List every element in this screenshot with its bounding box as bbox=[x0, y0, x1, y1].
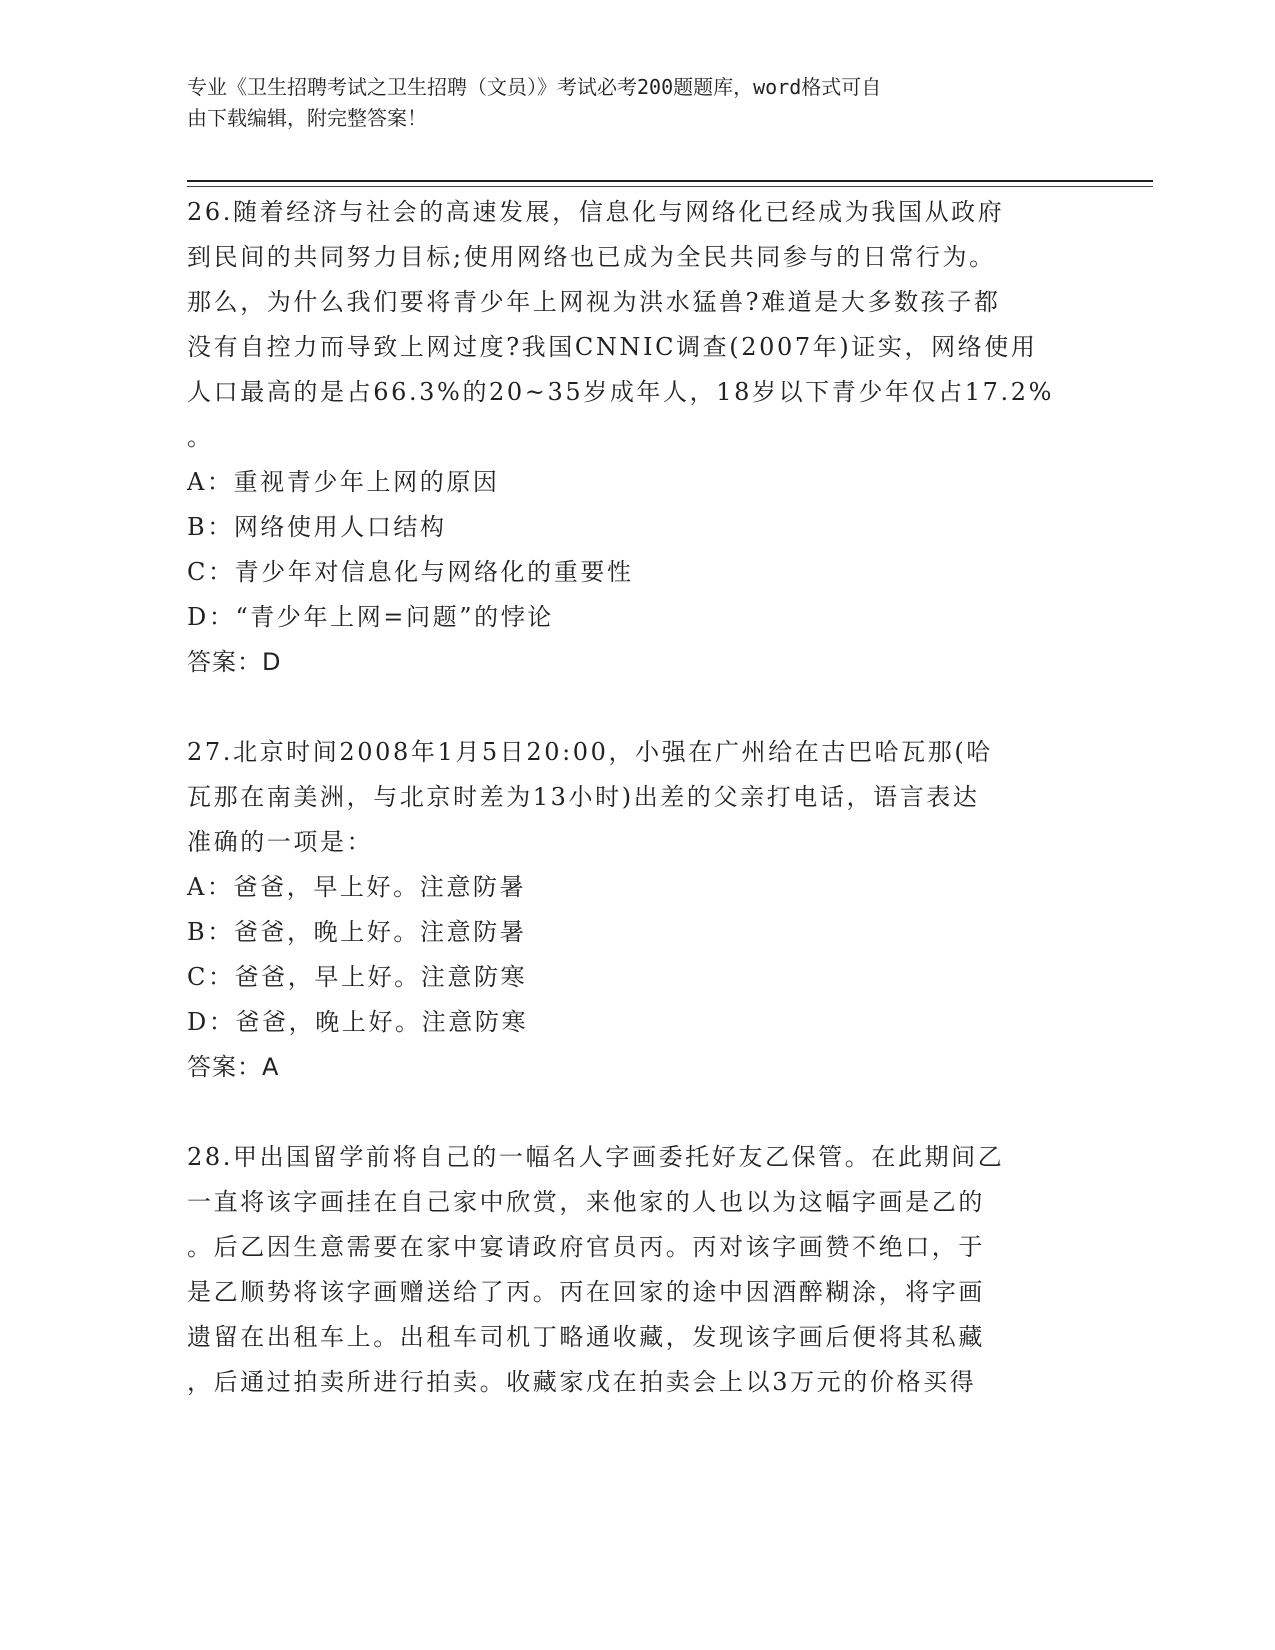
question-27 bbox=[187, 730, 1087, 1090]
question-text-line: 。后乙因生意需要在家中宴请政府官员丙。丙对该字画赞不绝口，于 bbox=[187, 1233, 985, 1261]
question-text-line: 是乙顺势将该字画赠送给了丙。丙在回家的途中因酒醉糊涂，将字画 bbox=[187, 1278, 985, 1306]
header-title-line-1: 专业《卫生招聘考试之卫生招聘（文员）》考试必考200题题库，word格式可自 bbox=[187, 75, 882, 99]
option-c: C：青少年对信息化与网络化的重要性 bbox=[187, 558, 634, 586]
option-b: B：爸爸，晚上好。注意防暑 bbox=[187, 918, 527, 946]
question-text-line: 26.随着经济与社会的高速发展，信息化与网络化已经成为我国从政府 bbox=[187, 198, 1005, 226]
question-text-line: 。 bbox=[187, 423, 214, 451]
question-text-line: 到民间的共同努力目标;使用网络也已成为全民共同参与的日常行为。 bbox=[187, 243, 996, 271]
question-text-line: 瓦那在南美洲，与北京时差为13小时)出差的父亲打电话，语言表达 bbox=[187, 783, 980, 811]
answer-line: 答案：D bbox=[187, 648, 282, 676]
question-text-line: ，后通过拍卖所进行拍卖。收藏家戊在拍卖会上以3万元的价格买得 bbox=[187, 1368, 977, 1396]
question-28 bbox=[187, 1135, 1087, 1405]
option-a: A：重视青少年上网的原因 bbox=[187, 468, 500, 496]
question-text-line: 遗留在出租车上。出租车司机丁略通收藏，发现该字画后便将其私藏 bbox=[187, 1323, 985, 1351]
option-a: A：爸爸，早上好。注意防暑 bbox=[187, 873, 527, 901]
header-divider-thin bbox=[187, 186, 1153, 187]
header-title-line-2: 由下载编辑，附完整答案！ bbox=[187, 106, 427, 130]
question-text-line: 28.甲出国留学前将自己的一幅名人字画委托好友乙保管。在此期间乙 bbox=[187, 1143, 1005, 1171]
question-list bbox=[187, 190, 1087, 1405]
option-c: C：爸爸，早上好。注意防寒 bbox=[187, 963, 528, 991]
answer-line: 答案：A bbox=[187, 1053, 280, 1081]
option-b: B：网络使用人口结构 bbox=[187, 513, 447, 541]
document-header bbox=[187, 72, 1067, 134]
question-text-line: 人口最高的是占66.3%的20~35岁成年人，18岁以下青少年仅占17.2% bbox=[187, 378, 1055, 406]
question-text-line: 一直将该字画挂在自己家中欣赏，来他家的人也以为这幅字画是乙的 bbox=[187, 1188, 985, 1216]
question-text-line: 27.北京时间2008年1月5日20:00，小强在广州给在古巴哈瓦那(哈 bbox=[187, 738, 993, 766]
option-d: D：爸爸，晚上好。注意防寒 bbox=[187, 1008, 529, 1036]
header-divider-thick bbox=[187, 180, 1153, 182]
question-text-line: 那么，为什么我们要将青少年上网视为洪水猛兽?难道是大多数孩子都 bbox=[187, 288, 1001, 316]
option-d: D：“青少年上网=问题”的悖论 bbox=[187, 603, 554, 631]
question-text-line: 准确的一项是： bbox=[187, 828, 374, 856]
question-26 bbox=[187, 190, 1087, 685]
question-text-line: 没有自控力而导致上网过度?我国CNNIC调查(2007年)证实，网络使用 bbox=[187, 333, 1038, 361]
